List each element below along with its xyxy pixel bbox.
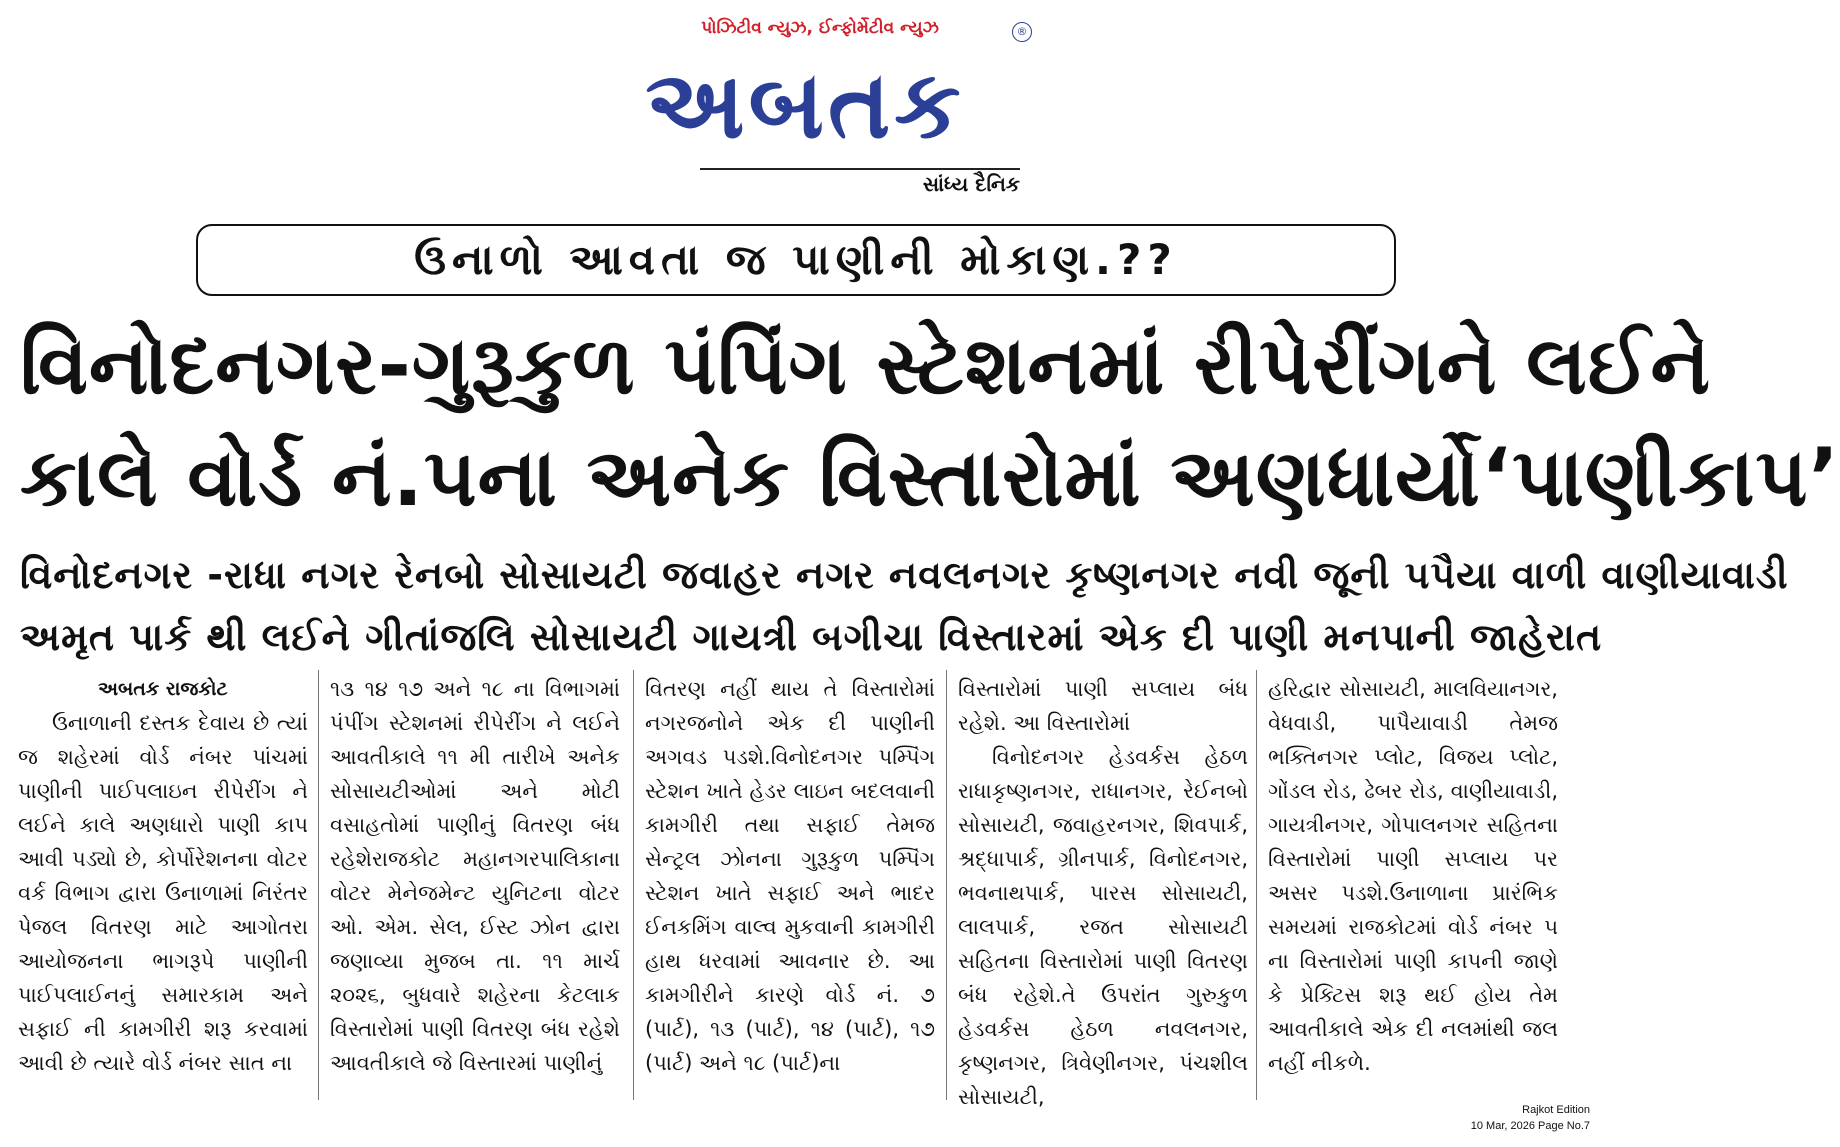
article-column-3	[645, 672, 935, 1104]
article-column-4	[958, 672, 1248, 1109]
article-column-5	[1268, 672, 1558, 1104]
column-2-text: ૧૩ ૧૪ ૧૭ અને ૧૮ ના વિભાગમાં પંપીંગ સ્ટેશનમાં રીપેરીંગ ને લઈને આવતીકાલે ૧૧ મી તારીખે અનેક સોસાયટીઓમાં અને મોટી વસાહતોમાં પાણીનું વિતરણ બંધ રહેશેરાજકોટ મહાનગરપાલિકાના વોટર મેનેજમેન્ટ યુનિટના વોટર ઓ. એમ. સેલ, ઈસ્ટ ઝોન દ્વારા જણાવ્યા મુજબ તા. ૧૧ માર્ચ ૨૦૨૬, બુધવારે શહેરના કેટલાક વિસ્તારોમાં પાણી વિતરણ બંધ રહેશે આવતીકાલે જે વિસ્તારમાં પાણીનું	[330, 677, 620, 1075]
headline-line-1: વિનોદનગર-ગુરૂકુળ પંપિંગ સ્ટેશનમાં રીપેરીંગને લઈને	[20, 319, 1712, 412]
masthead-underline	[700, 168, 1020, 170]
edition-info	[1350, 1102, 1590, 1134]
column-1-text: ઉનાળાની દસ્તક દેવાય છે ત્યાં જ શહેરમાં વોર્ડ નંબર પાંચમાં પાણીની પાઈપલાઇન રીપેરીંગ ને લઈને કાલે અણધારો પાણી કાપ આવી પડ્યો છે, કોર્પોરેશનના વોટર વર્ક વિભાગ દ્વારા ઉનાળામાં નિરંતર પેજલ વિતરણ માટે આગોતરા આયોજનના ભાગરૂપે પાણીની પાઈપલાઈનનું સમારકામ અને સફાઈ ની કામગીરી શરૂ કરવામાં આવી છે ત્યારે વોર્ડ નંબર સાત ના	[18, 711, 308, 1075]
newspaper-logo: અબતક	[645, 51, 965, 160]
edition-name: Rajkot Edition	[1522, 1104, 1590, 1116]
edition-date-page: 10 Mar, 2026 Page No.7	[1470, 1120, 1590, 1132]
headline-line-2: કાલે વોર્ડ નં.૫ના અનેક વિસ્તારોમાં અણધાર્યો‘પાણીકાપ’	[20, 431, 1840, 524]
masthead	[0, 0, 1610, 205]
column-5-text: હરિદ્વાર સોસાયટી, માલવિયાનગર, વેધવાડી, પાપૈયાવાડી તેમજ ભક્તિનગર પ્લોટ, વિજય પ્લોટ, ગોંડલ રોડ, ઢેબર રોડ, વાણીયાવાડી, ગાયત્રીનગર, ગોપાલનગર સહિતના વિસ્તારોમાં પાણી સપ્લાય પર અસર પડશે.ઉનાળાના પ્રારંભિક સમયમાં રાજકોટમાં વોર્ડ નંબર ૫ ના વિસ્તારોમાં પાણી કાપની જાણે કે પ્રેક્ટિસ શરૂ થઈ હોય તેમ આવતીકાલે એક દી નલમાંથી જલ નહીં નીકળે.	[1268, 677, 1558, 1075]
column-4-text-a: વિસ્તારોમાં પાણી સપ્લાય બંધ રહેશે. આ વિસ્તારોમાં	[958, 677, 1248, 735]
column-3-text: વિતરણ નહીં થાય તે વિસ્તારોમાં નગરજનોને એક દી પાણીની અગવડ પડશે.વિનોદનગર પમ્પિંગ સ્ટેશન ખાતે હેડર લાઇન બદલવાની કામગીરી તથા સફાઈ તેમજ સેન્ટ્રલ ઝોનના ગુરૂકુળ પમ્પિંગ સ્ટેશન ખાતે સફાઈ અને ભાદર ઈનકમિંગ વાલ્વ મુકવાની કામગીરી હાથ ધરવામાં આવનાર છે. આ કામગીરીને કારણે વોર્ડ નં. ૭ (પાર્ટ), ૧૩ (પાર્ટ), ૧૪ (પાર્ટ), ૧૭ (પાર્ટ) અને ૧૮ (પાર્ટ)ના	[645, 677, 935, 1075]
column-4-text-b: વિનોદનગર હેડવર્કસ હેઠળ રાધાકૃષ્ણનગર, રાધાનગર, રેઈનબો સોસાયટી, જવાહરનગર, શિવપાર્ક, શ્રદ્ધાપાર્ક, ગ્રીનપાર્ક, વિનોદનગર, ભવનાથપાર્ક, પારસ સોસાયટી, લાલપાર્ક, રજત સોસાયટી સહિતના વિસ્તારોમાં પાણી વિતરણ બંધ રહેશે.તે ઉપરાંત ગુરુકુળ હેડવર્કસ હેઠળ નવલનગર, કૃષ્ણનગર, ત્રિવેણીનગર, પંચશીલ સોસાયટી,	[958, 745, 1248, 1109]
deck-line-2: અમૃત પાર્ક થી લઈને ગીતાંજલિ સોસાયટી ગાયત્રી બગીચા વિસ્તારમાં એક દી પાણી મનપાની જાહેરાત	[20, 615, 1603, 659]
deck-line-1: વિનોદનગર -રાધા નગર રેનબો સોસાયટી જવાહર નગર નવલનગર કૃષ્ણનગર નવી જૂની પપૈયા વાળી વાણીયાવાડી	[20, 553, 1789, 597]
column-divider	[1256, 670, 1257, 1100]
article-column-2	[330, 672, 620, 1104]
article-kicker: ઉનાળો આવતા જ પાણીની મોકાણ.??	[196, 224, 1396, 296]
registered-mark: ®	[1012, 22, 1032, 42]
column-divider	[318, 670, 319, 1100]
masthead-subtitle: સાંધ્ય દૈનિક	[922, 172, 1020, 196]
column-divider	[946, 670, 947, 1100]
byline: અબતક રાજકોટ	[98, 678, 228, 700]
column-divider	[633, 670, 634, 1100]
masthead-tagline: પોઝિટીવ ન્યુઝ, ઈન્ફોર્મેટીવ ન્યુઝ	[701, 18, 939, 38]
article-column-1	[18, 672, 308, 1104]
